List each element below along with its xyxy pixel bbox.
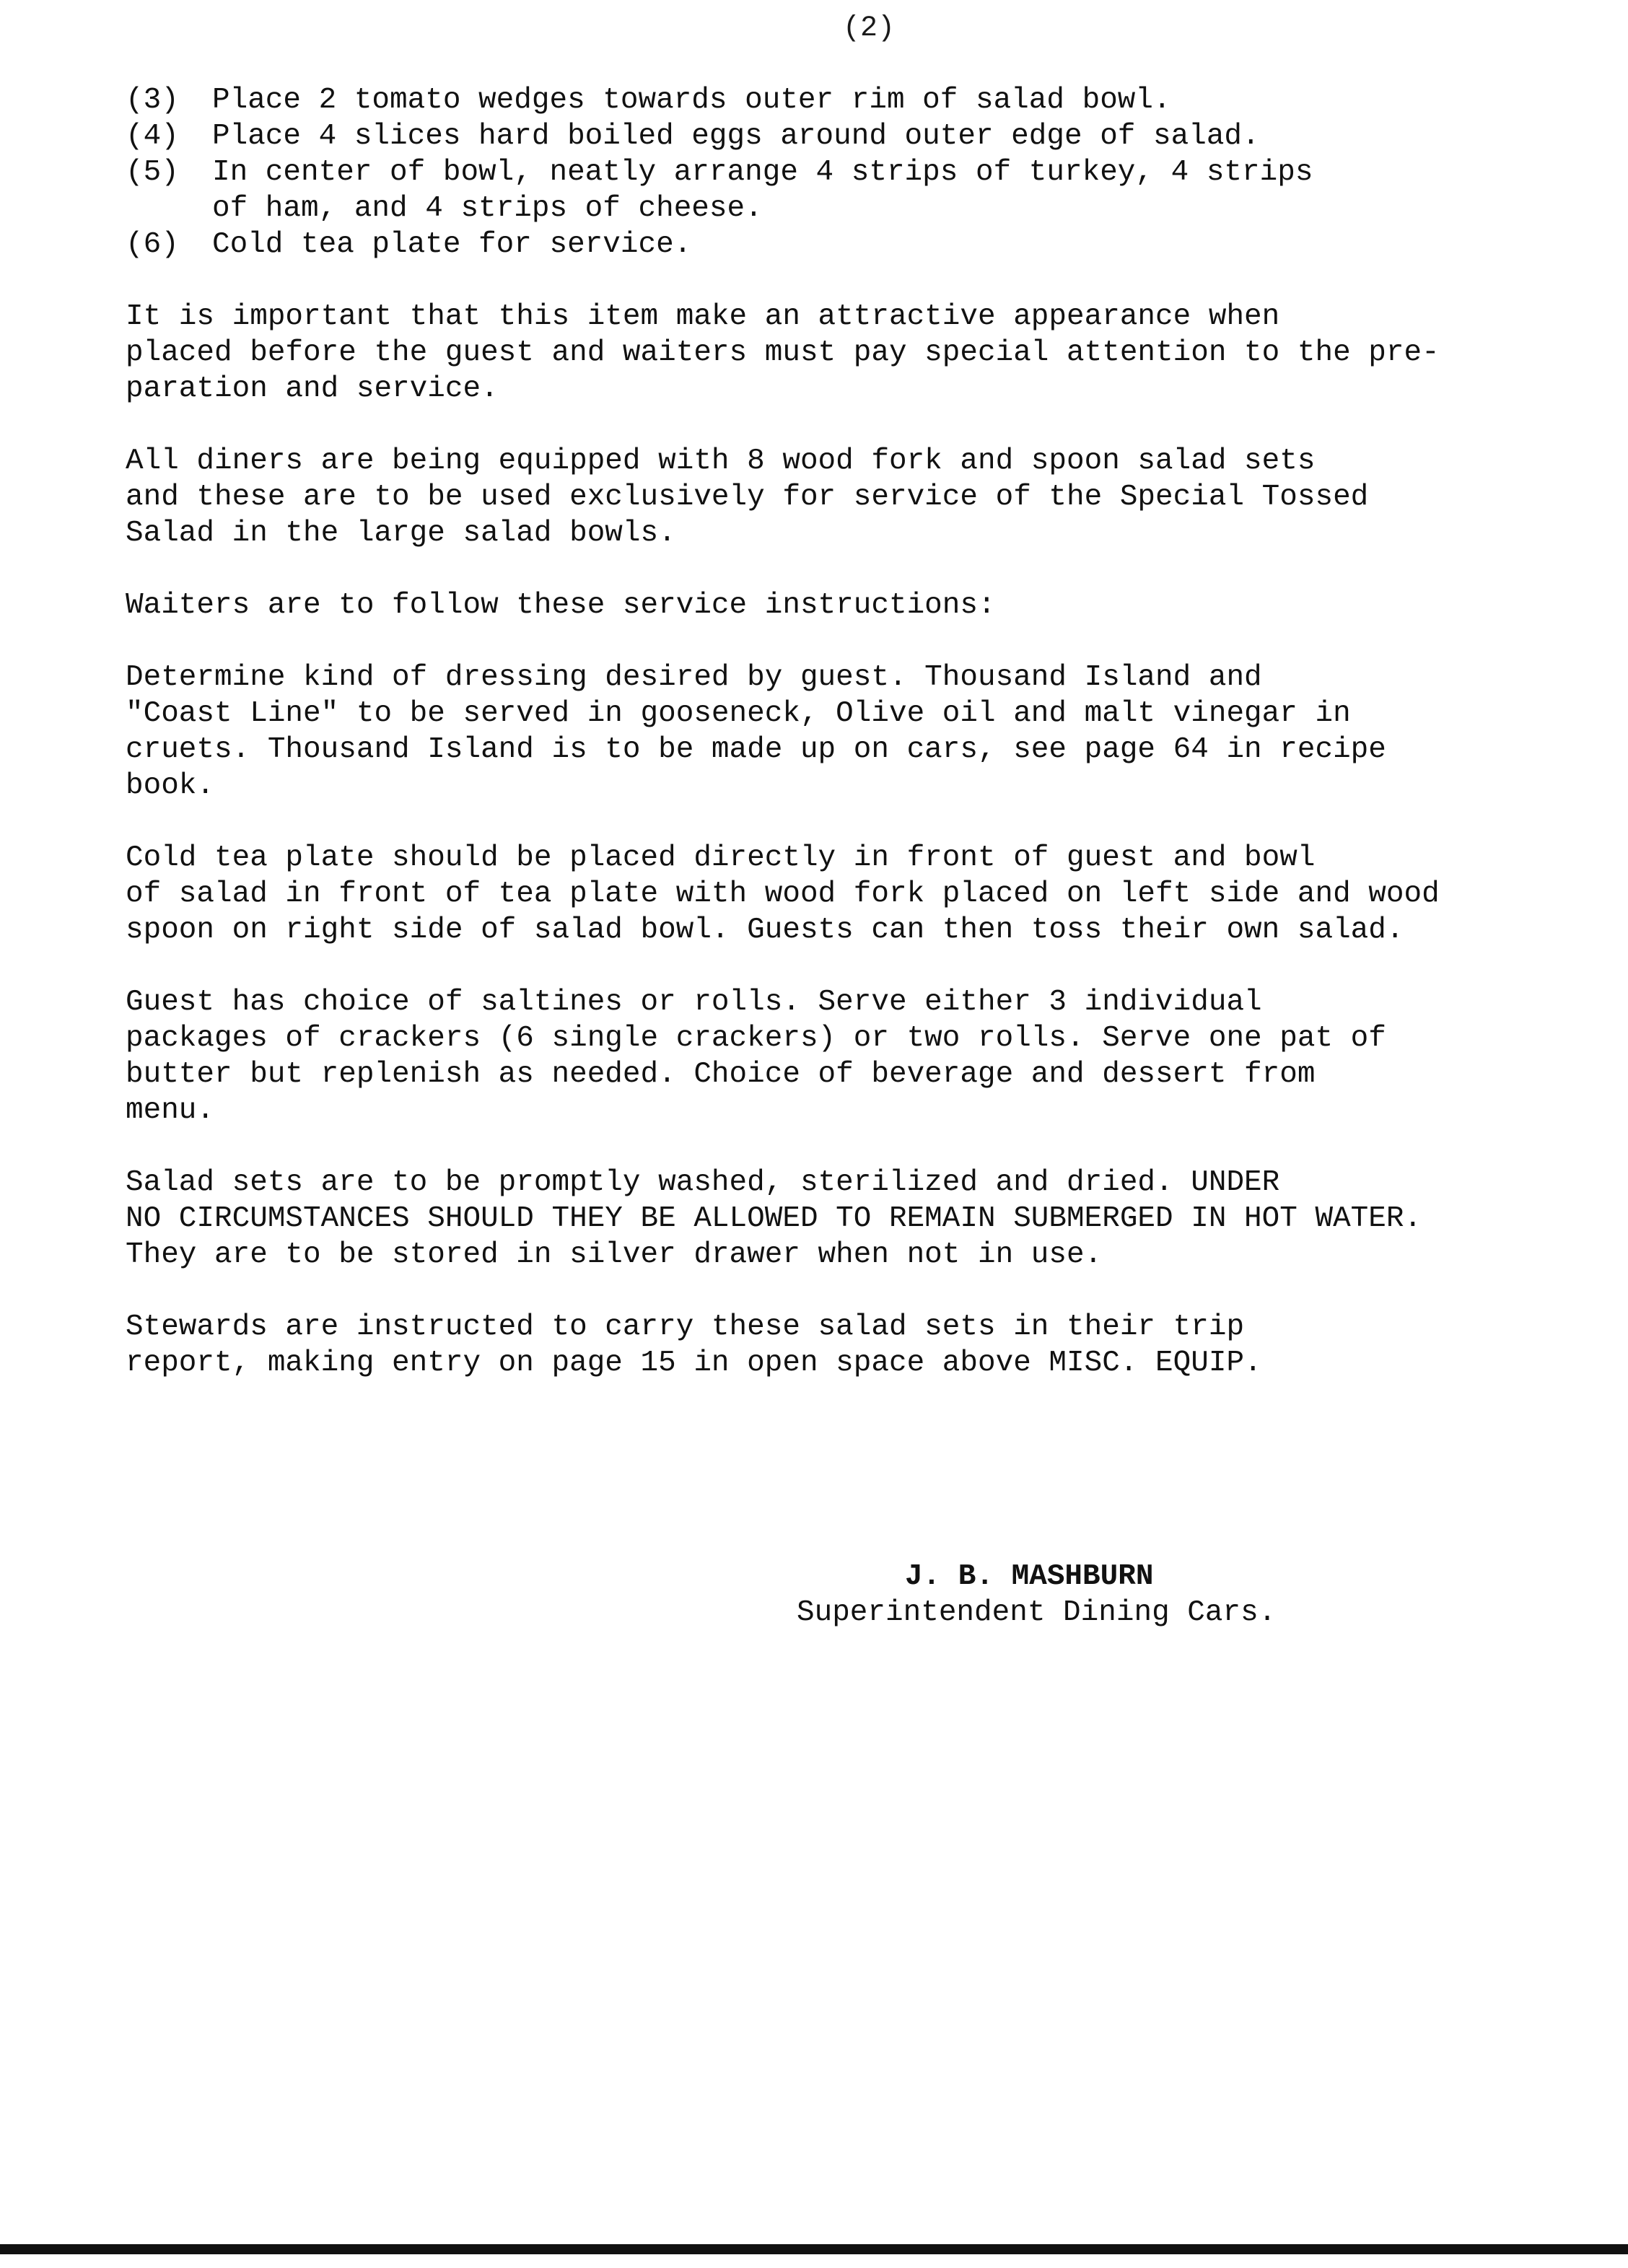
signatory-name: J. B. MASHBURN [905,1560,1154,1593]
paragraph-salad-sets: All diners are being equipped with 8 wood fork and spoon salad sets and these are to be used exclusively for service of the Special Tossed Salad in the large salad bowls. [126,445,1369,550]
step-item [126,227,1540,263]
page-number: (2) [843,12,896,45]
signatory-title: Superintendent Dining Cars. [797,1596,1277,1629]
paragraph-stewards: Stewards are instructed to carry these salad sets in their trip report, making entry on page 15 in open space above MISC. EQUIP. [126,1310,1262,1380]
step-number: (5) [126,156,179,189]
step-item [126,82,1540,118]
step-text: Cold tea plate for service. [212,228,692,261]
paragraph-dressing: Determine kind of dressing desired by guest. Thousand Island and "Coast Line" to be served in gooseneck, Olive oil and malt vinegar in cruets. Thousand Island is to be made up on cars, see page 64 in recipe book. [126,661,1386,802]
paragraph-crackers: Guest has choice of saltines or rolls. Serve either 3 individual packages of crackers (6 single crackers) or two rolls. Serve one pat of butter but replenish as needed. Choice of beverage and dessert from menu. [126,986,1386,1127]
signature-block [797,1559,1276,1631]
step-item [126,154,1540,227]
step-text: Place 4 slices hard boiled eggs around outer edge of salad. [212,120,1260,153]
document-body [126,82,1540,1381]
paragraph-instructions-intro: Waiters are to follow these service instructions: [126,589,996,622]
bottom-edge-rule [0,2244,1628,2254]
step-number: (3) [126,84,179,117]
numbered-steps [126,82,1540,263]
step-text: Place 2 tomato wedges towards outer rim of salad bowl. [212,84,1171,117]
step-number: (4) [126,120,179,153]
paragraph-placement: Cold tea plate should be placed directly in front of guest and bowl of salad in front of tea plate with wood fork placed on left side and wood spoon on right side of salad bowl. Guests can then toss their own salad. [126,841,1440,947]
step-text: In center of bowl, neatly arrange 4 strips of turkey, 4 strips of ham, and 4 strips of cheese. [212,156,1313,225]
paragraph-washing: Salad sets are to be promptly washed, sterilized and dried. UNDER NO CIRCUMSTANCES SHOULD THEY BE ALLOWED TO REMAIN SUBMERGED IN HOT WATER. They are to be stored in silver drawer when not in use. [126,1166,1422,1271]
paragraph-appearance: It is important that this item make an attractive appearance when placed before the guest and waiters must pay special attention to the pre- paration and service. [126,300,1440,406]
step-number: (6) [126,228,179,261]
step-item [126,118,1540,154]
